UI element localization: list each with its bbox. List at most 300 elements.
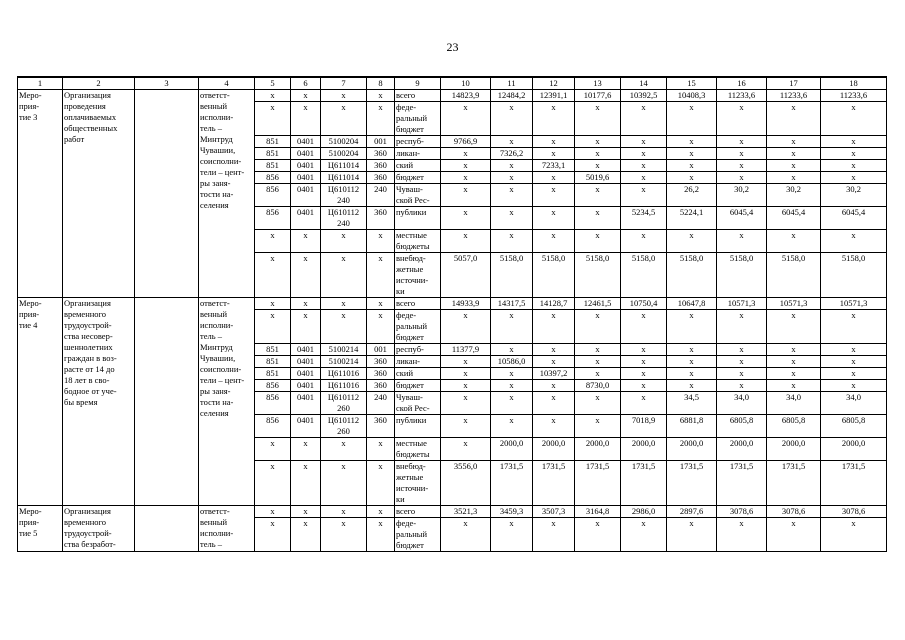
funding-value: x xyxy=(621,310,667,344)
funding-value: x xyxy=(575,207,621,230)
expense-type-code: 360 xyxy=(367,356,395,368)
grbs-code: x xyxy=(255,438,291,461)
funding-value: x xyxy=(533,136,575,148)
funding-value: x xyxy=(491,136,533,148)
target-item-code: x xyxy=(321,230,367,253)
funding-source: Чуваш- ской Рес- xyxy=(395,392,441,415)
funding-value: x xyxy=(767,136,821,148)
funding-value: 3078,6 xyxy=(821,506,887,518)
grbs-code: 851 xyxy=(255,356,291,368)
funding-source: феде- ральный бюджет xyxy=(395,518,441,552)
funding-value: x xyxy=(441,230,491,253)
funding-value: x xyxy=(821,518,887,552)
grbs-code: 856 xyxy=(255,184,291,207)
funding-value: x xyxy=(533,207,575,230)
funding-value: x xyxy=(621,184,667,207)
funding-source: местные бюджеты xyxy=(395,438,441,461)
funding-source: всего xyxy=(395,506,441,518)
column-header: 18 xyxy=(821,77,887,90)
funding-value: x xyxy=(441,160,491,172)
section-code: x xyxy=(291,518,321,552)
funding-value: x xyxy=(821,172,887,184)
funding-value: 2000,0 xyxy=(491,438,533,461)
funding-value: x xyxy=(821,368,887,380)
expense-type-code: x xyxy=(367,298,395,310)
funding-value: x xyxy=(533,230,575,253)
funding-value: x xyxy=(491,380,533,392)
target-item-code: x xyxy=(321,298,367,310)
funding-value: 1731,5 xyxy=(667,461,717,506)
funding-value: x xyxy=(441,102,491,136)
funding-value: 5158,0 xyxy=(575,253,621,298)
funding-value: x xyxy=(621,148,667,160)
funding-source: Чуваш- ской Рес- xyxy=(395,184,441,207)
funding-value: 3164,8 xyxy=(575,506,621,518)
target-item-code: Ц611014 xyxy=(321,172,367,184)
funding-value: x xyxy=(533,356,575,368)
funding-value: 34,0 xyxy=(821,392,887,415)
funding-value: 2000,0 xyxy=(533,438,575,461)
funding-value: x xyxy=(717,518,767,552)
funding-value: 10750,4 xyxy=(621,298,667,310)
funding-value: 34,0 xyxy=(717,392,767,415)
funding-value: x xyxy=(821,136,887,148)
funding-value: x xyxy=(441,148,491,160)
grbs-code: 851 xyxy=(255,344,291,356)
funding-value: 3556,0 xyxy=(441,461,491,506)
expense-type-code: 240 xyxy=(367,392,395,415)
funding-value: 14823,9 xyxy=(441,90,491,102)
funding-value: x xyxy=(667,368,717,380)
funding-value: x xyxy=(491,518,533,552)
column-header: 1 xyxy=(18,77,63,90)
measure-executor: ответст- венный исполни- тель – Минтруд Чувашии, соисполни- тели – цент- ры заня- тости на- селения xyxy=(199,90,255,298)
target-item-code: x xyxy=(321,102,367,136)
funding-value: 30,2 xyxy=(717,184,767,207)
column-header: 15 xyxy=(667,77,717,90)
section-code: x xyxy=(291,438,321,461)
funding-value: 7326,2 xyxy=(491,148,533,160)
target-item-code: Ц610112 260 xyxy=(321,415,367,438)
funding-value: 10571,3 xyxy=(717,298,767,310)
funding-value: x xyxy=(621,344,667,356)
expense-type-code: x xyxy=(367,461,395,506)
target-item-code: Ц611014 xyxy=(321,160,367,172)
table-row xyxy=(18,298,887,310)
expense-type-code: x xyxy=(367,438,395,461)
funding-value: x xyxy=(621,172,667,184)
funding-value: x xyxy=(621,102,667,136)
funding-value: x xyxy=(575,344,621,356)
expense-type-code: x xyxy=(367,253,395,298)
expense-type-code: x xyxy=(367,310,395,344)
funding-value: x xyxy=(491,207,533,230)
funding-value: x xyxy=(441,310,491,344)
funding-source: бюджет xyxy=(395,172,441,184)
funding-value: x xyxy=(717,102,767,136)
column-header: 14 xyxy=(621,77,667,90)
funding-value: x xyxy=(533,310,575,344)
expense-type-code: 360 xyxy=(367,172,395,184)
target-item-code: 5100214 xyxy=(321,344,367,356)
funding-value: x xyxy=(821,356,887,368)
section-code: 0401 xyxy=(291,136,321,148)
target-item-code: Ц611016 xyxy=(321,380,367,392)
funding-value: x xyxy=(441,207,491,230)
funding-value: x xyxy=(533,518,575,552)
funding-value: x xyxy=(717,230,767,253)
funding-source: публики xyxy=(395,207,441,230)
grbs-code: 856 xyxy=(255,207,291,230)
funding-source: бюджет xyxy=(395,380,441,392)
funding-value: x xyxy=(575,368,621,380)
funding-value: 2000,0 xyxy=(575,438,621,461)
funding-value: x xyxy=(575,356,621,368)
funding-value: x xyxy=(621,160,667,172)
funding-value: x xyxy=(667,102,717,136)
target-item-code: x xyxy=(321,506,367,518)
section-code: 0401 xyxy=(291,207,321,230)
funding-value: 1731,5 xyxy=(533,461,575,506)
funding-value: x xyxy=(621,356,667,368)
measure-description: Организация временного трудоустрой- ства несовер- шеннолетних граждан в воз- расте от 14 до 18 лет в сво- бодное от уче- бы время xyxy=(63,298,135,506)
funding-value: x xyxy=(767,380,821,392)
expense-type-code: 360 xyxy=(367,380,395,392)
funding-value: x xyxy=(491,392,533,415)
funding-value: 11233,6 xyxy=(821,90,887,102)
funding-value: x xyxy=(767,518,821,552)
funding-value: 12484,2 xyxy=(491,90,533,102)
funding-source: респуб- xyxy=(395,136,441,148)
funding-source: респуб- xyxy=(395,344,441,356)
funding-value: x xyxy=(767,356,821,368)
funding-value: x xyxy=(717,368,767,380)
funding-value: 34,5 xyxy=(667,392,717,415)
target-item-code: 5100214 xyxy=(321,356,367,368)
funding-value: x xyxy=(621,136,667,148)
funding-value: 6805,8 xyxy=(821,415,887,438)
funding-value: 6045,4 xyxy=(717,207,767,230)
measure-executor: ответст- венный исполни- тель – xyxy=(199,506,255,552)
funding-value: 7233,1 xyxy=(533,160,575,172)
funding-source: ликан- xyxy=(395,148,441,160)
funding-value: 11233,6 xyxy=(767,90,821,102)
section-code: 0401 xyxy=(291,392,321,415)
expense-type-code: 001 xyxy=(367,136,395,148)
funding-source: внебюд- жетные источни- ки xyxy=(395,461,441,506)
column-header: 3 xyxy=(135,77,199,90)
funding-source: всего xyxy=(395,90,441,102)
grbs-code: 851 xyxy=(255,148,291,160)
funding-value: x xyxy=(767,102,821,136)
funding-value: x xyxy=(441,415,491,438)
grbs-code: 851 xyxy=(255,368,291,380)
grbs-code: 851 xyxy=(255,136,291,148)
funding-value: x xyxy=(491,184,533,207)
funding-value: x xyxy=(767,148,821,160)
funding-value: x xyxy=(575,310,621,344)
funding-value: 5158,0 xyxy=(621,253,667,298)
section-code: x xyxy=(291,102,321,136)
funding-value: x xyxy=(533,392,575,415)
expense-type-code: x xyxy=(367,518,395,552)
funding-value: 1731,5 xyxy=(621,461,667,506)
funding-value: x xyxy=(491,344,533,356)
funding-value: 3507,3 xyxy=(533,506,575,518)
funding-value: x xyxy=(491,172,533,184)
funding-value: x xyxy=(767,310,821,344)
expense-type-code: 360 xyxy=(367,207,395,230)
funding-value: x xyxy=(717,310,767,344)
measure-col3 xyxy=(135,90,199,298)
grbs-code: 856 xyxy=(255,380,291,392)
grbs-code: x xyxy=(255,518,291,552)
grbs-code: 856 xyxy=(255,392,291,415)
funding-value: 5158,0 xyxy=(491,253,533,298)
expense-type-code: x xyxy=(367,102,395,136)
grbs-code: 856 xyxy=(255,415,291,438)
funding-value: x xyxy=(575,160,621,172)
expense-type-code: 240 xyxy=(367,184,395,207)
grbs-code: x xyxy=(255,90,291,102)
column-header: 6 xyxy=(291,77,321,90)
section-code: 0401 xyxy=(291,415,321,438)
expense-type-code: 360 xyxy=(367,368,395,380)
funding-value: x xyxy=(821,102,887,136)
funding-value: x xyxy=(441,438,491,461)
funding-value: x xyxy=(575,230,621,253)
funding-value: 10177,6 xyxy=(575,90,621,102)
funding-value: x xyxy=(767,172,821,184)
expense-type-code: 360 xyxy=(367,148,395,160)
measure-name: Меро- прия- тие 3 xyxy=(18,90,63,298)
funding-value: x xyxy=(717,160,767,172)
funding-value: x xyxy=(491,310,533,344)
funding-value: 10397,2 xyxy=(533,368,575,380)
grbs-code: x xyxy=(255,310,291,344)
funding-value: 30,2 xyxy=(767,184,821,207)
grbs-code: x xyxy=(255,461,291,506)
funding-value: 3078,6 xyxy=(767,506,821,518)
funding-value: 5158,0 xyxy=(767,253,821,298)
funding-value: x xyxy=(533,102,575,136)
budget-table xyxy=(17,76,887,552)
funding-value: 12461,5 xyxy=(575,298,621,310)
funding-source: феде- ральный бюджет xyxy=(395,102,441,136)
funding-value: 3459,3 xyxy=(491,506,533,518)
funding-value: x xyxy=(575,148,621,160)
funding-value: 6881,8 xyxy=(667,415,717,438)
funding-value: x xyxy=(441,172,491,184)
section-code: x xyxy=(291,90,321,102)
funding-source: феде- ральный бюджет xyxy=(395,310,441,344)
column-header: 8 xyxy=(367,77,395,90)
funding-value: 7018,9 xyxy=(621,415,667,438)
funding-value: x xyxy=(575,518,621,552)
funding-value: x xyxy=(441,392,491,415)
measure-col3 xyxy=(135,298,199,506)
funding-value: x xyxy=(767,368,821,380)
funding-value: 2000,0 xyxy=(621,438,667,461)
funding-value: 3521,3 xyxy=(441,506,491,518)
funding-value: x xyxy=(667,344,717,356)
target-item-code: x xyxy=(321,310,367,344)
measure-description: Организация временного трудоустрой- ства безработ- xyxy=(63,506,135,552)
funding-value: 5019,6 xyxy=(575,172,621,184)
funding-source: всего xyxy=(395,298,441,310)
column-header: 11 xyxy=(491,77,533,90)
funding-value: x xyxy=(717,172,767,184)
funding-value: 5234,5 xyxy=(621,207,667,230)
funding-value: x xyxy=(667,148,717,160)
column-header: 9 xyxy=(395,77,441,90)
section-code: 0401 xyxy=(291,380,321,392)
section-code: 0401 xyxy=(291,356,321,368)
funding-value: x xyxy=(441,518,491,552)
funding-value: 6045,4 xyxy=(821,207,887,230)
section-code: 0401 xyxy=(291,184,321,207)
funding-value: x xyxy=(717,380,767,392)
funding-value: 2000,0 xyxy=(717,438,767,461)
target-item-code: x xyxy=(321,518,367,552)
funding-value: x xyxy=(533,415,575,438)
funding-value: 5158,0 xyxy=(667,253,717,298)
target-item-code: x xyxy=(321,438,367,461)
funding-value: 2897,6 xyxy=(667,506,717,518)
funding-value: x xyxy=(575,392,621,415)
column-header: 16 xyxy=(717,77,767,90)
section-code: x xyxy=(291,253,321,298)
target-item-code: Ц610112 240 xyxy=(321,184,367,207)
funding-value: x xyxy=(575,102,621,136)
target-item-code: Ц610112 240 xyxy=(321,207,367,230)
funding-value: x xyxy=(767,230,821,253)
funding-value: 1731,5 xyxy=(491,461,533,506)
funding-value: 1731,5 xyxy=(717,461,767,506)
target-item-code: x xyxy=(321,90,367,102)
column-header: 7 xyxy=(321,77,367,90)
funding-value: x xyxy=(533,148,575,160)
grbs-code: x xyxy=(255,102,291,136)
funding-value: 10392,5 xyxy=(621,90,667,102)
funding-value: x xyxy=(821,310,887,344)
funding-value: 5158,0 xyxy=(533,253,575,298)
funding-value: x xyxy=(717,148,767,160)
funding-value: 1731,5 xyxy=(767,461,821,506)
funding-source: ликан- xyxy=(395,356,441,368)
measure-name: Меро- прия- тие 5 xyxy=(18,506,63,552)
funding-value: x xyxy=(441,184,491,207)
funding-value: x xyxy=(621,380,667,392)
funding-value: x xyxy=(441,368,491,380)
funding-value: 34,0 xyxy=(767,392,821,415)
funding-value: 5057,0 xyxy=(441,253,491,298)
funding-value: x xyxy=(667,380,717,392)
measure-executor: ответст- венный исполни- тель – Минтруд Чувашии, соисполни- тели – цент- ры заня- тости на- селения xyxy=(199,298,255,506)
funding-value: x xyxy=(621,368,667,380)
funding-value: x xyxy=(821,148,887,160)
funding-value: 14128,7 xyxy=(533,298,575,310)
section-code: 0401 xyxy=(291,160,321,172)
grbs-code: x xyxy=(255,253,291,298)
funding-value: x xyxy=(717,344,767,356)
funding-source: местные бюджеты xyxy=(395,230,441,253)
funding-value: x xyxy=(533,344,575,356)
expense-type-code: 001 xyxy=(367,344,395,356)
page-number: 23 xyxy=(446,40,459,54)
expense-type-code: x xyxy=(367,506,395,518)
measure-description: Организация проведения оплачиваемых общественных работ xyxy=(63,90,135,298)
funding-value: x xyxy=(491,415,533,438)
target-item-code: 5100204 xyxy=(321,136,367,148)
funding-value: x xyxy=(767,160,821,172)
funding-value: 5158,0 xyxy=(821,253,887,298)
funding-value: 6805,8 xyxy=(717,415,767,438)
funding-value: 6805,8 xyxy=(767,415,821,438)
measure-col3 xyxy=(135,506,199,552)
target-item-code: x xyxy=(321,253,367,298)
target-item-code: Ц611016 xyxy=(321,368,367,380)
funding-value: 11233,6 xyxy=(717,90,767,102)
funding-value: x xyxy=(667,160,717,172)
funding-value: x xyxy=(621,230,667,253)
funding-value: x xyxy=(621,392,667,415)
column-header: 2 xyxy=(63,77,135,90)
funding-value: x xyxy=(821,380,887,392)
funding-value: 14933,9 xyxy=(441,298,491,310)
column-header: 12 xyxy=(533,77,575,90)
section-code: x xyxy=(291,230,321,253)
column-header: 10 xyxy=(441,77,491,90)
funding-value: 1731,5 xyxy=(821,461,887,506)
column-header: 4 xyxy=(199,77,255,90)
funding-value: x xyxy=(821,230,887,253)
funding-value: x xyxy=(533,172,575,184)
funding-value: x xyxy=(491,160,533,172)
section-code: x xyxy=(291,310,321,344)
funding-value: 10571,3 xyxy=(767,298,821,310)
expense-type-code: x xyxy=(367,230,395,253)
section-code: 0401 xyxy=(291,344,321,356)
funding-value: x xyxy=(667,518,717,552)
funding-value: x xyxy=(575,136,621,148)
funding-value: 5224,1 xyxy=(667,207,717,230)
funding-source: ский xyxy=(395,160,441,172)
funding-value: 2000,0 xyxy=(821,438,887,461)
funding-value: x xyxy=(717,136,767,148)
section-code: 0401 xyxy=(291,148,321,160)
funding-value: x xyxy=(667,230,717,253)
funding-source: публики xyxy=(395,415,441,438)
table-row xyxy=(18,506,887,518)
funding-value: x xyxy=(621,518,667,552)
funding-value: x xyxy=(575,415,621,438)
funding-value: x xyxy=(821,344,887,356)
target-item-code: 5100204 xyxy=(321,148,367,160)
funding-value: 2000,0 xyxy=(767,438,821,461)
funding-value: x xyxy=(667,310,717,344)
funding-value: 10586,0 xyxy=(491,356,533,368)
header-row xyxy=(18,77,887,90)
column-header: 17 xyxy=(767,77,821,90)
expense-type-code: 360 xyxy=(367,415,395,438)
funding-value: x xyxy=(717,356,767,368)
funding-value: x xyxy=(491,230,533,253)
column-header: 5 xyxy=(255,77,291,90)
grbs-code: 851 xyxy=(255,160,291,172)
funding-value: 2000,0 xyxy=(667,438,717,461)
funding-value: x xyxy=(533,380,575,392)
